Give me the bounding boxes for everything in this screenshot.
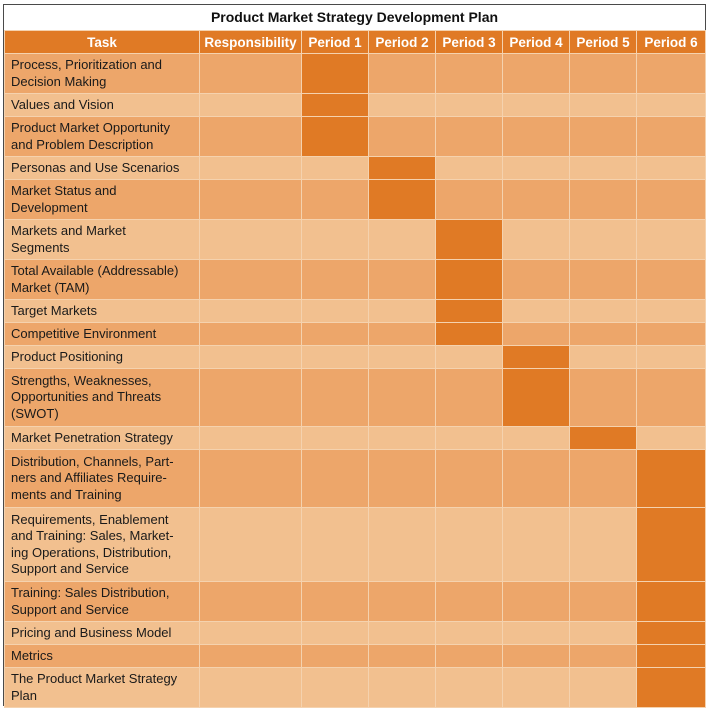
period-1-cell <box>302 645 369 668</box>
period-5-cell <box>570 369 637 427</box>
task-cell: Total Available (Addressable) Market (TAM) <box>5 260 200 300</box>
period-3-cell <box>436 450 503 508</box>
period-1-cell <box>302 54 369 94</box>
period-6-cell <box>637 54 706 94</box>
responsibility-cell <box>200 645 302 668</box>
responsibility-cell <box>200 300 302 323</box>
period-6-cell <box>637 582 706 622</box>
period-1-cell <box>302 369 369 427</box>
responsibility-cell <box>200 508 302 582</box>
responsibility-cell <box>200 622 302 645</box>
task-cell: Market Status and Development <box>5 180 200 220</box>
responsibility-cell <box>200 94 302 117</box>
period-2-cell <box>369 117 436 157</box>
period-3-cell <box>436 300 503 323</box>
period-2-cell <box>369 369 436 427</box>
period-1-cell <box>302 668 369 708</box>
table-row <box>5 645 706 668</box>
col-header-task: Task <box>5 31 200 54</box>
table-row <box>5 668 706 708</box>
period-1-cell <box>302 622 369 645</box>
period-5-cell <box>570 668 637 708</box>
period-4-cell <box>503 260 570 300</box>
period-6-cell <box>637 645 706 668</box>
table-title: Product Market Strategy Development Plan <box>4 5 705 30</box>
task-cell: The Product Market Strategy Plan <box>5 668 200 708</box>
responsibility-cell <box>200 260 302 300</box>
period-5-cell <box>570 508 637 582</box>
period-6-cell <box>637 346 706 369</box>
period-6-cell <box>637 157 706 180</box>
plan-table <box>4 30 706 708</box>
table-row <box>5 117 706 157</box>
task-cell: Competitive Environment <box>5 323 200 346</box>
period-3-cell <box>436 260 503 300</box>
period-6-cell <box>637 427 706 450</box>
period-5-cell <box>570 157 637 180</box>
period-5-cell <box>570 427 637 450</box>
period-4-cell <box>503 323 570 346</box>
period-1-cell <box>302 157 369 180</box>
task-cell: Strengths, Weaknesses, Opportunities and Threats (SWOT) <box>5 369 200 427</box>
period-4-cell <box>503 450 570 508</box>
col-header-period-1: Period 1 <box>302 31 369 54</box>
period-2-cell <box>369 622 436 645</box>
col-header-period-2: Period 2 <box>369 31 436 54</box>
task-cell: Metrics <box>5 645 200 668</box>
period-5-cell <box>570 94 637 117</box>
period-2-cell <box>369 220 436 260</box>
plan-table-container <box>3 4 706 706</box>
table-row <box>5 346 706 369</box>
responsibility-cell <box>200 450 302 508</box>
table-row <box>5 582 706 622</box>
period-2-cell <box>369 508 436 582</box>
table-row <box>5 94 706 117</box>
period-2-cell <box>369 582 436 622</box>
plan-body <box>5 54 706 708</box>
period-1-cell <box>302 508 369 582</box>
col-header-responsibility: Responsibility <box>200 31 302 54</box>
responsibility-cell <box>200 220 302 260</box>
period-3-cell <box>436 622 503 645</box>
period-4-cell <box>503 346 570 369</box>
table-row <box>5 157 706 180</box>
col-header-period-3: Period 3 <box>436 31 503 54</box>
period-3-cell <box>436 346 503 369</box>
period-1-cell <box>302 427 369 450</box>
table-row <box>5 323 706 346</box>
task-cell: Product Positioning <box>5 346 200 369</box>
period-3-cell <box>436 508 503 582</box>
period-4-cell <box>503 645 570 668</box>
period-5-cell <box>570 582 637 622</box>
period-4-cell <box>503 582 570 622</box>
responsibility-cell <box>200 427 302 450</box>
period-6-cell <box>637 94 706 117</box>
task-cell: Market Penetration Strategy <box>5 427 200 450</box>
period-1-cell <box>302 180 369 220</box>
period-1-cell <box>302 450 369 508</box>
period-5-cell <box>570 300 637 323</box>
period-2-cell <box>369 323 436 346</box>
table-row <box>5 508 706 582</box>
period-3-cell <box>436 427 503 450</box>
table-row <box>5 427 706 450</box>
table-row <box>5 300 706 323</box>
period-5-cell <box>570 117 637 157</box>
responsibility-cell <box>200 346 302 369</box>
task-cell: Target Markets <box>5 300 200 323</box>
table-row <box>5 622 706 645</box>
period-4-cell <box>503 300 570 323</box>
period-6-cell <box>637 508 706 582</box>
period-6-cell <box>637 117 706 157</box>
period-6-cell <box>637 260 706 300</box>
period-1-cell <box>302 220 369 260</box>
responsibility-cell <box>200 582 302 622</box>
period-3-cell <box>436 180 503 220</box>
period-6-cell <box>637 622 706 645</box>
period-3-cell <box>436 668 503 708</box>
task-cell: Requirements, Enablement and Training: Sales, Market- ing Operations, Distribution, Support and Service <box>5 508 200 582</box>
period-2-cell <box>369 260 436 300</box>
period-1-cell <box>302 94 369 117</box>
period-3-cell <box>436 582 503 622</box>
period-6-cell <box>637 369 706 427</box>
period-4-cell <box>503 220 570 260</box>
period-1-cell <box>302 260 369 300</box>
period-2-cell <box>369 54 436 94</box>
header-row <box>5 31 706 54</box>
period-5-cell <box>570 645 637 668</box>
period-4-cell <box>503 369 570 427</box>
period-3-cell <box>436 54 503 94</box>
task-cell: Distribution, Channels, Part- ners and Affiliates Require- ments and Training <box>5 450 200 508</box>
task-cell: Product Market Opportunity and Problem Description <box>5 117 200 157</box>
period-2-cell <box>369 300 436 323</box>
table-row <box>5 450 706 508</box>
responsibility-cell <box>200 54 302 94</box>
period-1-cell <box>302 117 369 157</box>
period-4-cell <box>503 668 570 708</box>
period-2-cell <box>369 645 436 668</box>
period-6-cell <box>637 180 706 220</box>
period-5-cell <box>570 323 637 346</box>
period-5-cell <box>570 54 637 94</box>
period-5-cell <box>570 346 637 369</box>
period-5-cell <box>570 622 637 645</box>
table-row <box>5 260 706 300</box>
period-5-cell <box>570 260 637 300</box>
period-3-cell <box>436 369 503 427</box>
period-3-cell <box>436 117 503 157</box>
task-cell: Personas and Use Scenarios <box>5 157 200 180</box>
period-3-cell <box>436 94 503 117</box>
responsibility-cell <box>200 668 302 708</box>
col-header-period-6: Period 6 <box>637 31 706 54</box>
period-3-cell <box>436 220 503 260</box>
task-cell: Markets and Market Segments <box>5 220 200 260</box>
period-3-cell <box>436 323 503 346</box>
table-row <box>5 220 706 260</box>
period-2-cell <box>369 450 436 508</box>
task-cell: Training: Sales Distribution, Support and Service <box>5 582 200 622</box>
period-5-cell <box>570 180 637 220</box>
table-row <box>5 180 706 220</box>
period-6-cell <box>637 450 706 508</box>
period-1-cell <box>302 582 369 622</box>
responsibility-cell <box>200 180 302 220</box>
period-3-cell <box>436 645 503 668</box>
task-cell: Pricing and Business Model <box>5 622 200 645</box>
period-5-cell <box>570 220 637 260</box>
period-2-cell <box>369 180 436 220</box>
period-3-cell <box>436 157 503 180</box>
period-1-cell <box>302 300 369 323</box>
task-cell: Values and Vision <box>5 94 200 117</box>
period-4-cell <box>503 54 570 94</box>
col-header-period-5: Period 5 <box>570 31 637 54</box>
period-1-cell <box>302 323 369 346</box>
period-6-cell <box>637 300 706 323</box>
table-row <box>5 54 706 94</box>
period-6-cell <box>637 323 706 346</box>
col-header-period-4: Period 4 <box>503 31 570 54</box>
period-4-cell <box>503 508 570 582</box>
period-2-cell <box>369 94 436 117</box>
period-2-cell <box>369 668 436 708</box>
period-4-cell <box>503 94 570 117</box>
period-4-cell <box>503 180 570 220</box>
period-5-cell <box>570 450 637 508</box>
period-4-cell <box>503 157 570 180</box>
period-2-cell <box>369 427 436 450</box>
table-row <box>5 369 706 427</box>
period-2-cell <box>369 157 436 180</box>
responsibility-cell <box>200 117 302 157</box>
period-4-cell <box>503 117 570 157</box>
responsibility-cell <box>200 323 302 346</box>
responsibility-cell <box>200 369 302 427</box>
period-6-cell <box>637 220 706 260</box>
task-cell: Process, Prioritization and Decision Making <box>5 54 200 94</box>
responsibility-cell <box>200 157 302 180</box>
period-2-cell <box>369 346 436 369</box>
period-1-cell <box>302 346 369 369</box>
period-4-cell <box>503 427 570 450</box>
period-6-cell <box>637 668 706 708</box>
period-4-cell <box>503 622 570 645</box>
